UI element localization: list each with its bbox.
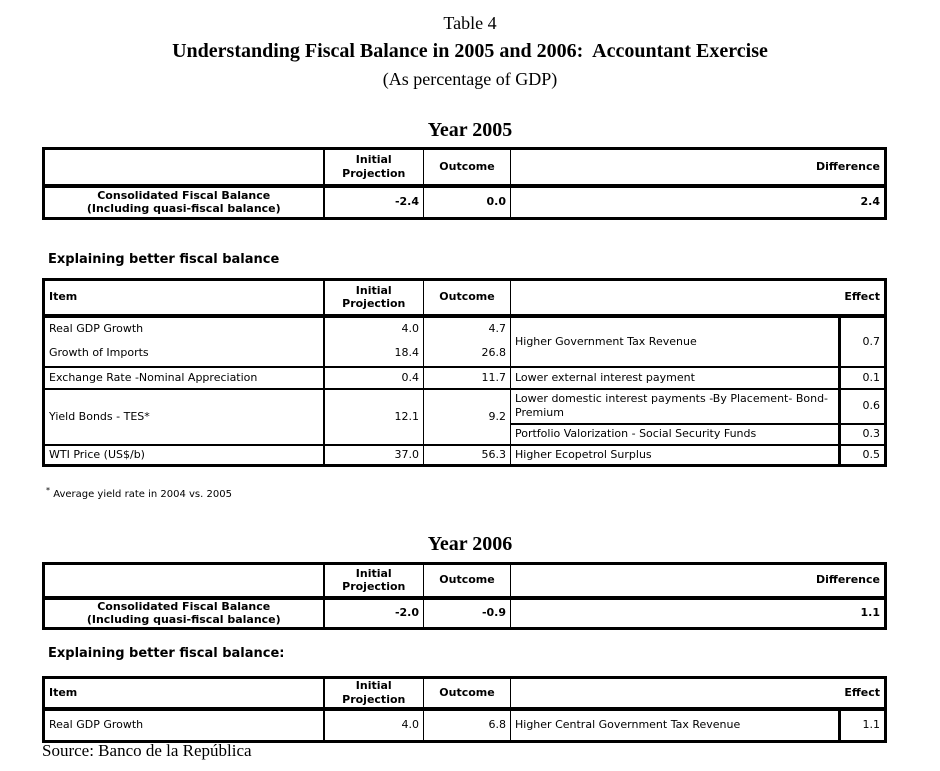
col-header-item: Item — [44, 280, 324, 316]
item-cell: Growth of Imports — [49, 346, 149, 360]
table-header-row — [44, 149, 886, 186]
difference-value: 2.4 — [511, 186, 886, 219]
outcome-value: 11.7 — [424, 367, 511, 389]
y2005-explain-table — [42, 278, 887, 467]
initial-projection-value: 12.1 — [324, 389, 424, 445]
empty-header-cell — [44, 149, 324, 186]
effect-value-cell: 0.3 — [840, 424, 886, 445]
col-header-difference: Difference — [511, 564, 886, 598]
year-2006-heading: Year 2006 — [427, 533, 513, 555]
empty-header-cell — [44, 564, 324, 598]
document-subtitle: (As percentage of GDP) — [382, 69, 558, 89]
col-header-initial-projection: Initial Projection — [324, 280, 424, 316]
effect-label-cell: Higher Ecopetrol Surplus — [511, 445, 840, 466]
col-header-outcome: Outcome — [424, 280, 511, 316]
outcome-value: 4.7 — [424, 316, 511, 341]
col-header-initial-projection: Initial Projection — [324, 678, 424, 709]
item-cell: Real GDP Growth — [49, 718, 144, 732]
explain-heading-2005: Explaining better fiscal balance — [48, 252, 280, 267]
col-header-outcome: Outcome — [424, 678, 511, 709]
year-2005-heading: Year 2005 — [427, 119, 513, 141]
outcome-value: -0.9 — [424, 598, 511, 629]
col-header-initial-projection: Initial Projection — [324, 149, 424, 186]
effect-label-cell: Higher Central Government Tax Revenue — [511, 709, 840, 742]
table-row — [44, 445, 886, 466]
initial-projection-value: 4.0 — [324, 316, 424, 341]
row-label-line1: Consolidated Fiscal Balance — [97, 599, 271, 613]
table-row — [44, 186, 886, 219]
y2005-summary-table — [42, 147, 887, 220]
effect-value-cell: 1.1 — [840, 709, 886, 742]
table-row — [44, 316, 886, 341]
row-label-cell — [44, 598, 324, 629]
footnote-asterisk: * — [46, 486, 50, 495]
col-header-outcome: Outcome — [424, 564, 511, 598]
table-row — [44, 389, 886, 424]
row-label-line1: Consolidated Fiscal Balance — [97, 188, 271, 202]
table-header-row — [44, 280, 886, 316]
table-number-label: Table 4 — [443, 13, 497, 33]
footnote — [46, 486, 232, 500]
table-row — [44, 709, 886, 742]
row-label-line2: (Including quasi-fiscal balance) — [86, 202, 281, 216]
document-title: Understanding Fiscal Balance in 2005 and 2006: Accountant Exercise — [172, 40, 768, 62]
effect-value-cell: 0.5 — [840, 445, 886, 466]
col-header-item: Item — [44, 678, 324, 709]
col-header-initial-projection: Initial Projection — [324, 564, 424, 598]
col-header-effect: Effect — [511, 280, 886, 316]
col-header-outcome: Outcome — [424, 149, 511, 186]
effect-value-cell: 0.1 — [840, 367, 886, 389]
effect-label-cell: Lower external interest payment — [511, 367, 840, 389]
effect-label-cell: Higher Government Tax Revenue — [511, 316, 840, 367]
col-header-difference: Difference — [511, 149, 886, 186]
table-row — [44, 367, 886, 389]
outcome-value: 26.8 — [424, 341, 511, 367]
outcome-value: 0.0 — [424, 186, 511, 219]
effect-label-cell: Lower domestic interest payments -By Placement- Bond-Premium — [511, 389, 840, 424]
table-header-row — [44, 678, 886, 709]
outcome-value: 6.8 — [424, 709, 511, 742]
difference-value: 1.1 — [511, 598, 886, 629]
explain-heading-2006: Explaining better fiscal balance: — [48, 646, 285, 661]
outcome-value: 56.3 — [424, 445, 511, 466]
y2006-summary-table — [42, 562, 887, 630]
initial-projection-value: -2.4 — [324, 186, 424, 219]
initial-projection-value: -2.0 — [324, 598, 424, 629]
item-cell: Yield Bonds - TES* — [44, 389, 324, 445]
initial-projection-value: 4.0 — [324, 709, 424, 742]
outcome-value: 9.2 — [424, 389, 511, 445]
source-line: Source: Banco de la República — [42, 741, 252, 760]
row-label-cell — [44, 186, 324, 219]
table-row — [44, 598, 886, 629]
item-cell: WTI Price (US$/b) — [44, 445, 324, 466]
footnote-text: Average yield rate in 2004 vs. 2005 — [53, 489, 232, 500]
y2006-explain-table — [42, 676, 887, 743]
initial-projection-value: 0.4 — [324, 367, 424, 389]
col-header-effect: Effect — [511, 678, 886, 709]
initial-projection-value: 37.0 — [324, 445, 424, 466]
table-header-row — [44, 564, 886, 598]
item-cell: Exchange Rate -Nominal Appreciation — [44, 367, 324, 389]
initial-projection-value: 18.4 — [324, 341, 424, 367]
title-block — [7, 9, 933, 93]
effect-value-cell: 0.6 — [840, 389, 886, 424]
row-label-line2: (Including quasi-fiscal balance) — [86, 613, 281, 627]
effect-label-cell: Portfolio Valorization - Social Security Funds — [511, 424, 840, 445]
effect-value-cell: 0.7 — [840, 316, 886, 367]
item-cell: Real GDP Growth — [49, 322, 144, 336]
